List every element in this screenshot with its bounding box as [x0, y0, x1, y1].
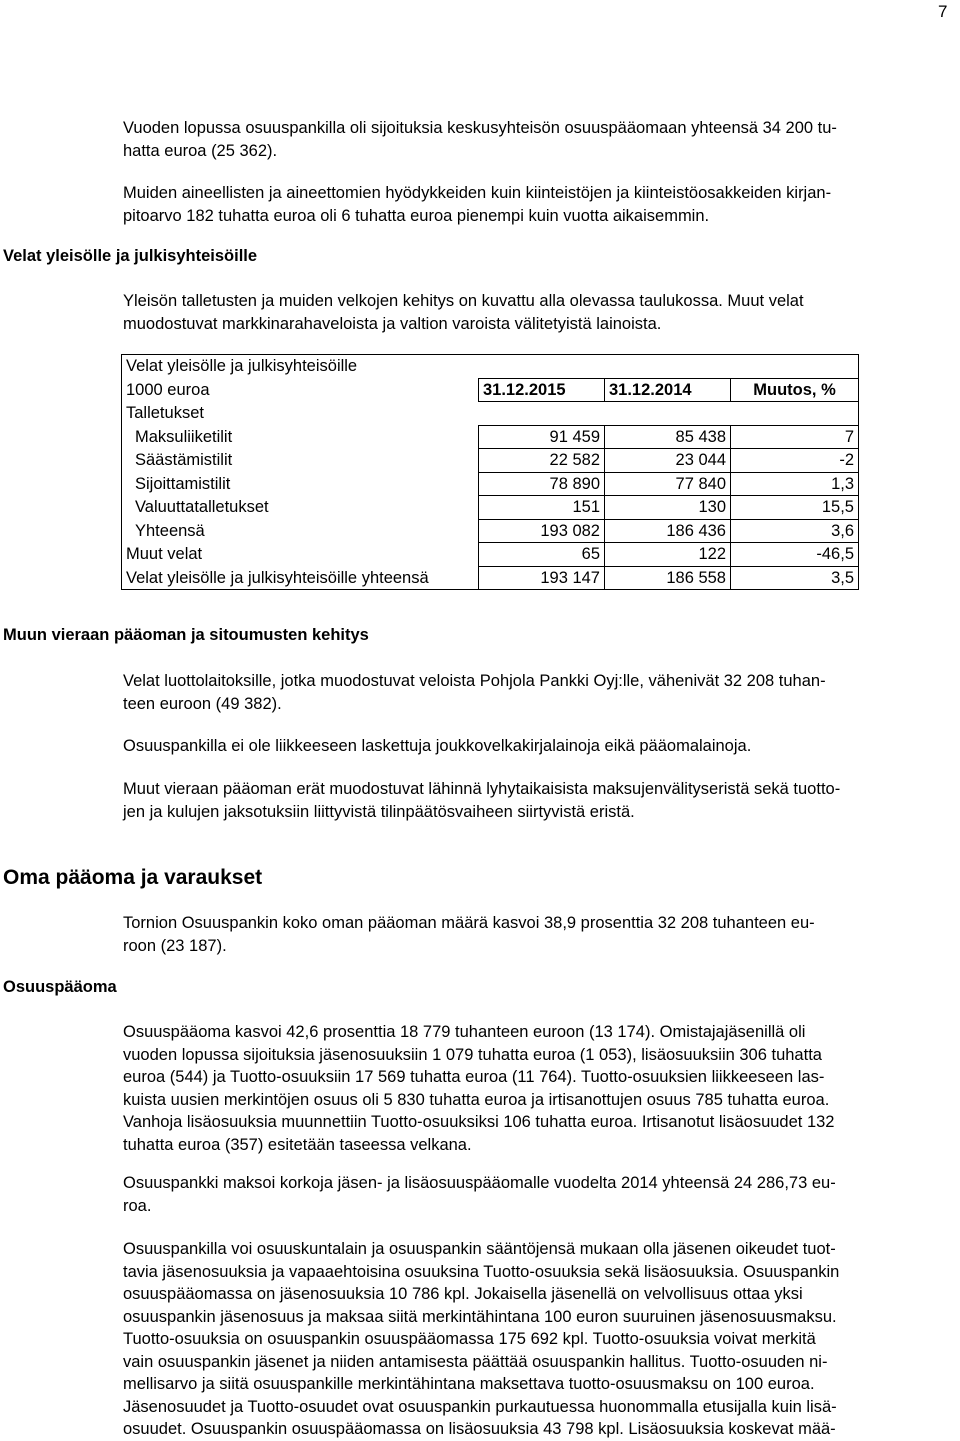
col-header-2015: 31.12.2015: [479, 378, 605, 402]
table-unit: 1000 euroa: [122, 378, 479, 402]
row-label: Sijoittamistilit: [122, 472, 479, 496]
cell-change: 7: [731, 425, 859, 449]
muun-paragraph-1: Velat luottolaitoksille, jotka muodostuvat veloista Pohjola Pankki Oyj:lle, vähenivät 32 208 tuhan- teen euroon (49 382).: [123, 672, 826, 713]
table-row: [122, 449, 859, 473]
osuus-paragraph-3: Osuuspankilla voi osuuskuntalain ja osuuspankin sääntöjensä mukaan olla jäsenen oikeudet tuot- tavia jäsenosuuksia ja vapaaehtoisina osuuksina Tuotto-osuuksia sekä lisäosuuksia. Osuuspankin osuuspääomassa on jäsenosuuksia 10 786 kpl. Jokaisella jäsenellä on velvollisuus ottaa yksi osuuspankin jäsenosuus ja maksaa siitä merkintähintana 100 euron suuruinen jäsenosuusmaksu. Tuotto-osuuksia on osuuspankin osuuspääomassa 175 692 kpl. Tuotto-osuuksia voivat merkitä vain osuuspankin jäsenet ja niiden antamisesta päättää osuuspankin hallitus. Tuotto-osuuden ni- mellisarvo ja siitä osuuspankille merkintähintana maksettava tuotto-osuusmaksu on 100 euroa. Jäsenosuudet ja Tuotto-osuudet ovat osuuspankin purkautuessa huonommalla etusijalla kuin lisä- osuudet. Osuuspankin osuuspääomassa on lisäosuuksia 43 798 kpl. Lisäosuuksia koskevat mää-: [123, 1240, 840, 1438]
oma-heading: Oma pääoma ja varaukset: [3, 866, 263, 889]
cell-change: 3,6: [731, 519, 859, 543]
table-row: [122, 519, 859, 543]
table-row: [122, 496, 859, 520]
table-row: [122, 566, 859, 590]
velat-heading: Velat yleisölle ja julkisyhteisöille: [3, 247, 258, 265]
cell-2014: 186 558: [605, 566, 731, 590]
cell-2015: 78 890: [479, 472, 605, 496]
cell-2015: 91 459: [479, 425, 605, 449]
oma-paragraph: Tornion Osuuspankin koko oman pääoman määrä kasvoi 38,9 prosenttia 32 208 tuhanteen eu- roon (23 187).: [123, 914, 815, 955]
col-header-change: Muutos, %: [731, 378, 859, 402]
col-header-2014: 31.12.2014: [605, 378, 731, 402]
cell-change: 3,5: [731, 566, 859, 590]
cell-2015: 65: [479, 543, 605, 567]
cell-2015: 193 082: [479, 519, 605, 543]
row-label: Säästämistilit: [122, 449, 479, 473]
cell-2014: 130: [605, 496, 731, 520]
row-label: Yhteensä: [122, 519, 479, 543]
table-row: [122, 425, 859, 449]
cell-2015: 22 582: [479, 449, 605, 473]
intro-paragraph-2: Muiden aineellisten ja aineettomien hyödykkeiden kuin kiinteistöjen ja kiinteistöosakkeiden kirjan- pitoarvo 182 tuhatta euroa oli 6 tuhatta euroa pienempi kuin vuotta aikaisemmin.: [123, 184, 832, 225]
page-number: 7: [938, 2, 948, 21]
cell-change: 1,3: [731, 472, 859, 496]
liabilities-table: [121, 354, 859, 590]
table-title: Velat yleisölle ja julkisyhteisöille: [122, 355, 731, 379]
osuus-heading: Osuuspääoma: [3, 978, 117, 996]
row-label: Maksuliiketilit: [122, 425, 479, 449]
table-title-row: [122, 355, 859, 379]
cell-2014: 23 044: [605, 449, 731, 473]
osuus-paragraph-1: Osuuspääoma kasvoi 42,6 prosenttia 18 779 tuhanteen euroon (13 174). Omistajajäsenillä oli vuoden lopussa sijoituksia jäsenosuuksiin 1 079 tuhatta euroa (1 053), lisäosuuksiin 306 tuhatta euroa (544) ja Tuotto-osuuksiin 17 569 tuhatta euroa (11 764). Tuotto-osuuksien liikkeeseen las- kuista uusien merkintöjen osuus oli 5 830 tuhatta euroa ja irtisanottujen osuus 785 tuhatta euroa. Vanhoja lisäosuuksia muunnettiin Tuotto-osuuksiksi 106 tuhatta euroa. Irtisanotut lisäosuudet 132 tuhatta euroa (357) esitetään taseessa velkana.: [123, 1023, 835, 1154]
muun-paragraph-2: Osuuspankilla ei ole liikkeeseen laskettuja joukkovelkakirjalainoja eikä pääomalainoja.: [123, 737, 752, 755]
cell-change: -46,5: [731, 543, 859, 567]
cell-change: -2: [731, 449, 859, 473]
row-label: Velat yleisölle ja julkisyhteisöille yhteensä: [122, 566, 479, 590]
muun-heading: Muun vieraan pääoman ja sitoumusten kehitys: [3, 626, 369, 644]
row-label: Valuuttatalletukset: [122, 496, 479, 520]
cell-2014: 85 438: [605, 425, 731, 449]
cell-2015: 193 147: [479, 566, 605, 590]
group-label: Talletukset: [122, 402, 479, 426]
cell-2015: 151: [479, 496, 605, 520]
row-label: Muut velat: [122, 543, 479, 567]
table-header-row: [122, 378, 859, 402]
table-group-row: [122, 402, 859, 426]
cell-2014: 77 840: [605, 472, 731, 496]
intro-paragraph-1: Vuoden lopussa osuuspankilla oli sijoituksia keskusyhteisön osuuspääomaan yhteensä 34 200 tu- hatta euroa (25 362).: [123, 119, 837, 160]
cell-2014: 122: [605, 543, 731, 567]
muun-paragraph-3: Muut vieraan pääoman erät muodostuvat lähinnä lyhytaikaisista maksujenvälityseristä sekä tuotto- jen ja kulujen jaksotuksiin liittyvistä tilinpäätösvaiheen siirtyvistä eristä.: [123, 780, 841, 821]
table-row: [122, 472, 859, 496]
velat-paragraph: Yleisön talletusten ja muiden velkojen kehitys on kuvattu alla olevassa taulukossa. Muut velat muodostuvat markkinarahaveloista ja valtion varoista välitetyistä lainoista.: [123, 292, 804, 333]
osuus-paragraph-2: Osuuspankki maksoi korkoja jäsen- ja lisäosuuspääomalle vuodelta 2014 yhteensä 24 286,73 eu- roa.: [123, 1174, 836, 1215]
cell-change: 15,5: [731, 496, 859, 520]
table-row: [122, 543, 859, 567]
cell-2014: 186 436: [605, 519, 731, 543]
